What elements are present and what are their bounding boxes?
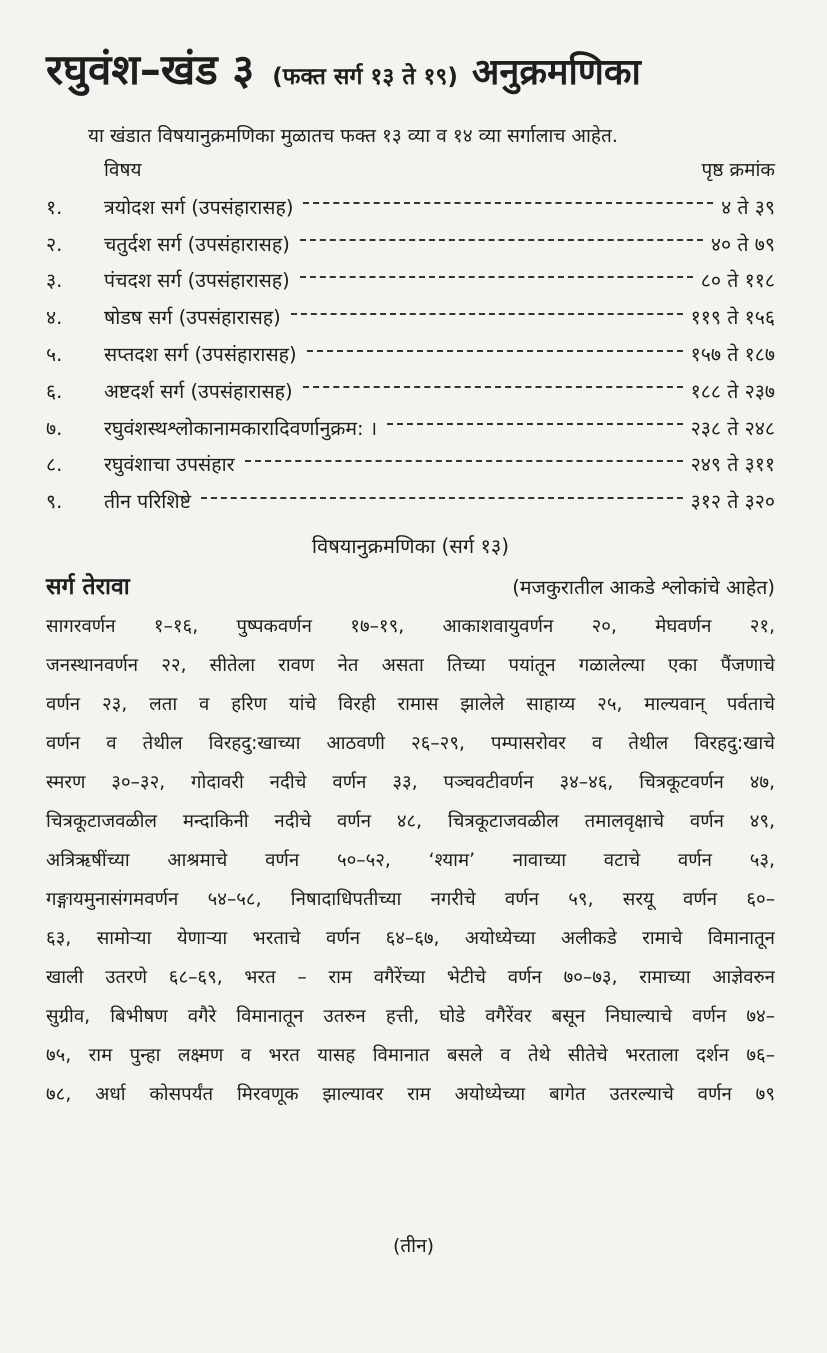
- toc-pages: २३८ ते २४८: [690, 416, 775, 440]
- text-line: वर्णन व तेथील विरहदु:खाच्या आठवणी २६–२९, पम्पासरोवर व तेथील विरहदु:खाचे: [46, 733, 775, 755]
- sarga-name: सर्ग तेरावा: [46, 574, 130, 601]
- toc-row: [46, 225, 775, 262]
- toc-number: ३.: [46, 269, 63, 293]
- text-line: अत्रिऋषींच्या आश्रमाचे वर्णन ५०–५२, ‘श्याम’ नावाच्या वटाचे वर्णन ५३,: [46, 850, 775, 872]
- toc-row: [46, 372, 775, 409]
- toc-number: ९.: [46, 490, 63, 514]
- toc-pages: ४० ते ७९: [710, 232, 775, 256]
- toc-number: ६.: [46, 379, 63, 403]
- toc-title: चतुर्दश सर्ग (उपसंहारासह): [104, 232, 290, 256]
- toc-title: सप्तदश सर्ग (उपसंहारासह): [104, 343, 297, 367]
- toc-row: [46, 409, 775, 446]
- toc-pages: ८० ते ११८: [700, 269, 775, 293]
- column-page-number: पृष्ठ क्रमांक: [701, 159, 775, 181]
- sarga-header: [46, 569, 775, 601]
- toc-pages: २४९ ते ३११: [690, 453, 775, 477]
- title-subtitle: (फक्त सर्ग १३ ते १९): [272, 64, 458, 90]
- toc-pages: १८८ ते २३७: [690, 379, 775, 403]
- table-of-contents: [46, 188, 775, 519]
- toc-title: रघुवंशस्थश्लोकानामकारादिवर्णानुक्रम: ।: [104, 416, 378, 440]
- toc-row: [46, 188, 775, 225]
- toc-column-headers: [46, 156, 775, 182]
- toc-leader: [291, 313, 683, 315]
- toc-leader: [387, 423, 682, 425]
- toc-number: ८.: [46, 453, 63, 477]
- toc-row: [46, 482, 775, 519]
- column-subject: विषय: [104, 159, 142, 181]
- toc-row: [46, 446, 775, 483]
- text-line: सागरवर्णन १–१६, पुष्पकवर्णन १७–१९, आकाशवायुवर्णन २०, मेघवर्णन २१,: [46, 616, 775, 638]
- toc-leader: [303, 386, 683, 388]
- text-line: ७५, राम पुन्हा लक्ष्मण व भरत यासह विमानात बसले व तेथे सीतेचे भरताला दर्शन ७६–: [46, 1045, 775, 1067]
- toc-number: ५.: [46, 343, 63, 367]
- title-index-word: अनुक्रमणिका: [471, 52, 641, 93]
- toc-title: अष्टदर्श सर्ग (उपसंहारासह): [104, 379, 293, 403]
- toc-title: रघुवंशाचा उपसंहार: [104, 453, 235, 477]
- text-line: चित्रकूटाजवळील मन्दाकिनी नदीचे वर्णन ४८, चित्रकूटाजवळील तमालवृक्षाचे वर्णन ४९,: [46, 811, 775, 833]
- toc-leader: [201, 497, 683, 499]
- subject-index-text: [46, 607, 775, 1114]
- title-main: रघुवंश–खंड ३: [46, 45, 255, 94]
- text-line: खाली उतरणे ६८–६९, भरत – राम वगैरेंच्या भेटीचे वर्णन ७०–७३, रामाच्या आज्ञेवरुन: [46, 967, 775, 989]
- intro-note: या खंडात विषयानुक्रमणिका मुळातच फक्त १३ व्या व १४ व्या सर्गालाच आहेत.: [88, 125, 618, 147]
- toc-title: षोडष सर्ग (उपसंहारासह): [104, 306, 281, 330]
- text-line: गङ्गायमुनासंगमवर्णन ५४–५८, निषादाधिपतीच्या नगरीचे वर्णन ५९, सरयू वर्णन ६०–: [46, 889, 775, 911]
- page-number: (तीन): [392, 1235, 435, 1257]
- toc-number: २.: [46, 232, 63, 256]
- toc-row: [46, 262, 775, 299]
- toc-number: ७.: [46, 416, 63, 440]
- toc-number: १.: [46, 195, 63, 219]
- text-line: स्मरण ३०–३२, गोदावरी नदीचे वर्णन ३३, पञ्चवटीवर्णन ३४–४६, चित्रकूटवर्णन ४७,: [46, 772, 775, 794]
- sarga-note: (मजकुरातील आकडे श्लोकांचे आहेत): [512, 576, 775, 600]
- toc-number: ४.: [46, 306, 63, 330]
- toc-leader: [245, 460, 683, 462]
- toc-title: त्रयोदश सर्ग (उपसंहारासह): [104, 195, 294, 219]
- toc-pages: ४ ते ३९: [721, 195, 775, 219]
- toc-leader: [300, 276, 693, 278]
- toc-leader: [303, 202, 713, 204]
- text-line: वर्णन २३, लता व हरिण यांचे विरही रामास झालेले साहाय्य २५, माल्यवान् पर्वताचे: [46, 694, 775, 716]
- section-subheading: विषयानुक्रमणिका (सर्ग १३): [311, 534, 510, 559]
- toc-row: [46, 335, 775, 372]
- text-line: ६३, सामोऱ्या येणाऱ्या भरताचे वर्णन ६४–६७, अयोध्येच्या अलीकडे रामाचे विमानातून: [46, 928, 775, 950]
- toc-row: [46, 298, 775, 335]
- toc-pages: ३१२ ते ३२०: [690, 490, 775, 514]
- toc-pages: ११९ ते १५६: [690, 306, 775, 330]
- toc-leader: [300, 239, 703, 241]
- text-line: ७८, अर्धा कोसपर्यंत मिरवणूक झाल्यावर राम अयोध्येच्या बागेत उतरल्याचे वर्णन ७९: [46, 1084, 775, 1106]
- page-title: [46, 40, 775, 110]
- text-line: सुग्रीव, बिभीषण वगैरे विमानातून उतरुन हत्ती, घोडे वगैरेंवर बसून निघाल्याचे वर्णन ७४–: [46, 1006, 775, 1028]
- toc-pages: १५७ ते १८७: [690, 343, 775, 367]
- toc-title: तीन परिशिष्टे: [104, 490, 191, 514]
- toc-title: पंचदश सर्ग (उपसंहारासह): [104, 269, 290, 293]
- toc-leader: [307, 350, 683, 352]
- text-line: जनस्थानवर्णन २२, सीतेला रावण नेत असता तिच्या पयांतून गळालेल्या एका पैंजणाचे: [46, 655, 775, 677]
